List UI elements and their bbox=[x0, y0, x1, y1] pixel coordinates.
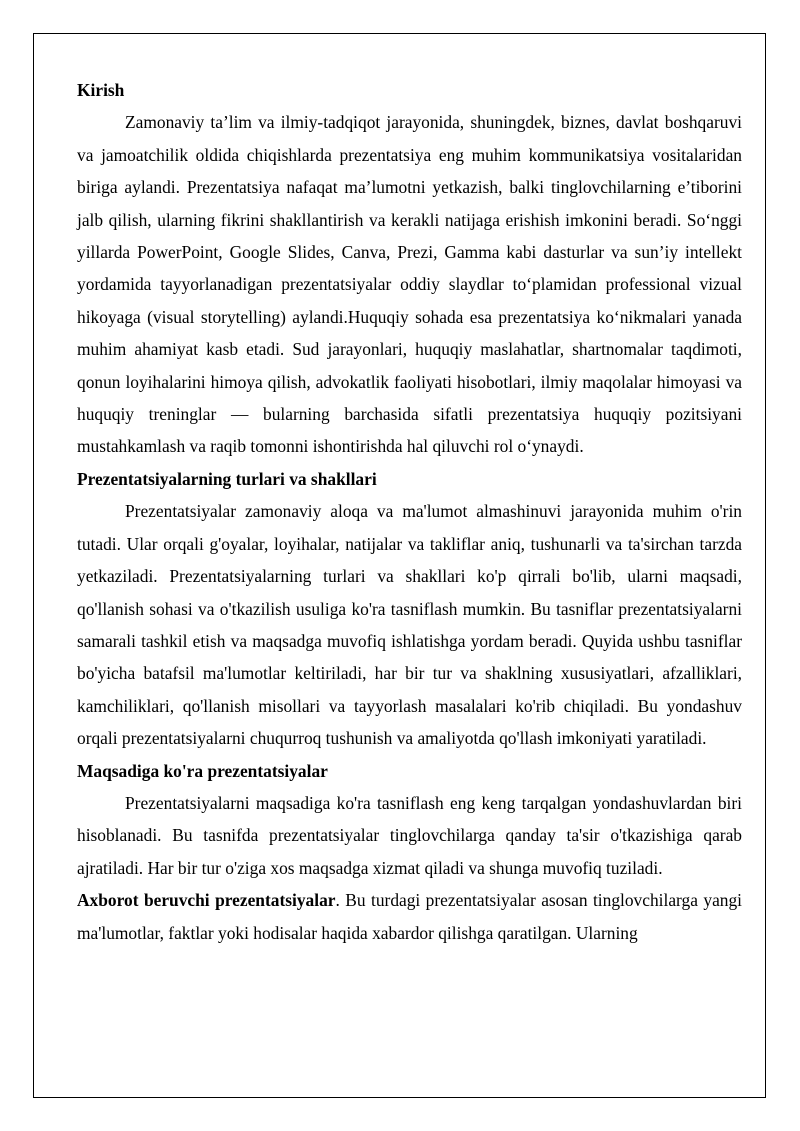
types-heading: Prezentatsiyalarning turlari va shakllari bbox=[77, 468, 377, 489]
purpose-heading: Maqsadiga ko'ra prezentatsiyalar bbox=[77, 760, 328, 781]
informative-lead: Axborot beruvchi prezentatsiyalar bbox=[77, 890, 336, 911]
intro-paragraph: Zamonaviy ta’lim va ilmiy-tadqiqot jarayonida, shuningdek, biznes, davlat boshqaruvi va jamoatchilik oldida chiqishlarda prezentatsiya eng muhim kommunikatsiya vositalaridan biriga aylandi. Prezentatsiya nafaqat ma’lumotni yetkazish, balki tinglovchilarning e’tiborini jalb qilish, ularning fikrini shakllantirish va kerakli natijaga erishish imkonini beradi. So‘nggi yillarda PowerPoint, Google Slides, Canva, Prezi, Gamma kabi dasturlar va sun’iy intellekt yordamida tayyorlanadigan prezentatsiyalar oddiy slaydlar to‘plamidan professional vizual hikoyaga (visual storytelling) aylandi.Huquqiy sohada esa prezentatsiya ko‘nikmalari yanada muhim ahamiyat kasb etadi. Sud jarayonlari, huquqiy maslahatlar, shartnomalar taqdimoti, qonun loyihalarini himoya qilish, advokatlik faoliyati hisobotlari, ilmiy maqolalar himoyasi va huquqiy treninglar — bularning barchasida sifatli prezentatsiya huquqiy pozitsiyani mustahkamlash va raqib tomonni ishontirishda hal qiluvchi rol o‘ynaydi. bbox=[77, 112, 742, 457]
informative-paragraph bbox=[77, 884, 742, 949]
intro-heading: Kirish bbox=[77, 80, 125, 100]
informative-text: . Bu turdagi prezentatsiyalar asosan tinglovchilarga yangi ma'lumotlar, faktlar yoki hodisalar haqida xabardor qilishga qaratilgan. Ularning bbox=[77, 890, 743, 943]
types-paragraph: Prezentatsiyalar zamonaviy aloqa va ma'lumot almashinuvi jarayonida muhim o'rin tutadi. Ular orqali g'oyalar, loyihalar, natijalar va takliflar aniq, tushunarli va ta'sirchan tarzda yetkaziladi. Prezentatsiyalarning turlari va shakllari ko'p qirrali bo'lib, ularni maqsadi, qo'llanish sohasi va o'tkazilish usuliga ko'ra tasniflash mumkin. Bu tasniflar prezentatsiyalarni samarali tashkil etish va maqsadga muvofiq ishlatishga yordam beradi. Quyida ushbu tasniflar bo'yicha batafsil ma'lumotlar keltiriladi, har bir tur va shaklning xususiyatlari, afzalliklari, kamchiliklari, qo'llanish misollari va tayyorlash masalalari ko'rib chiqiladi. Bu yondashuv orqali prezentatsiyalarni chuqurroq tushunish va amaliyotda qo'llash imkoniyati yaratiladi. bbox=[77, 501, 742, 749]
purpose-paragraph: Prezentatsiyalarni maqsadiga ko'ra tasniflash eng keng tarqalgan yondashuvlardan biri hisoblanadi. Bu tasnifda prezentatsiyalar tinglovchilarga qanday ta'sir o'tkazishiga qarab ajratiladi. Har bir tur o'ziga xos maqsadga xizmat qiladi va shunga muvofiq tuziladi. bbox=[77, 792, 742, 878]
document-body bbox=[77, 74, 742, 949]
